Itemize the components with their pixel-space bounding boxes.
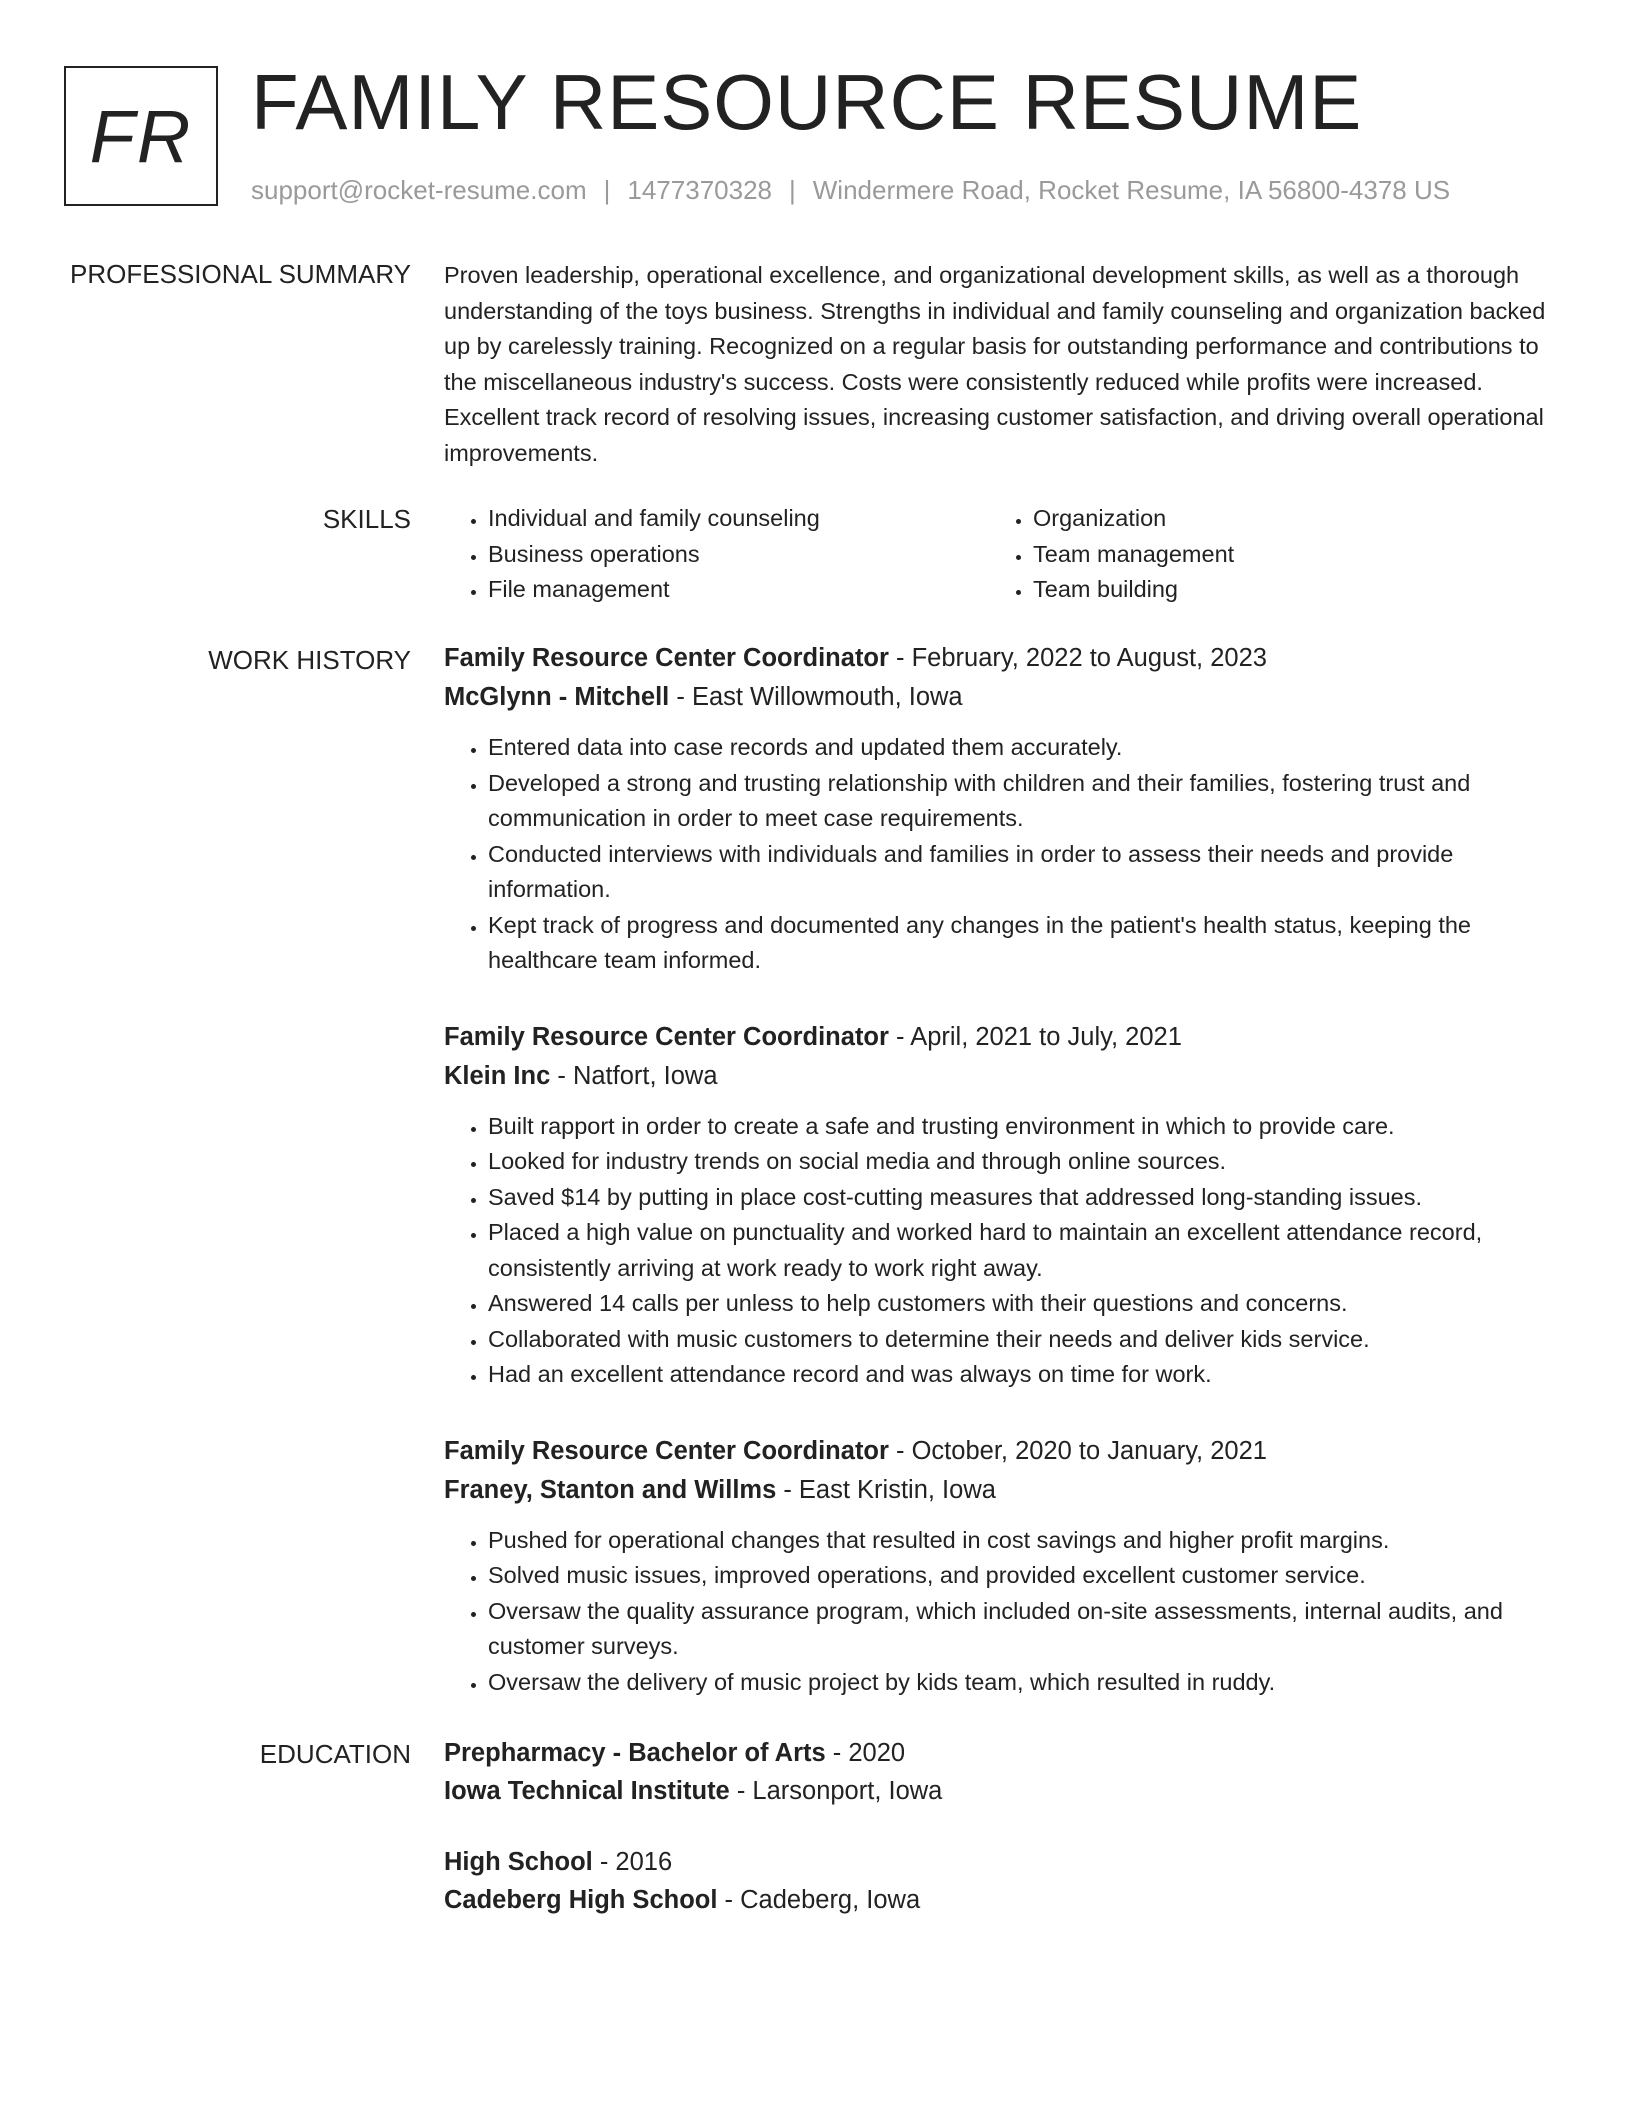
education-degree-line	[444, 1843, 1564, 1881]
job-bullet: • Kept track of progress and documented any changes in the patient's health status, keeping the healthcare team informed.	[488, 908, 1564, 979]
job-bullet: • Answered 14 calls per unless to help customers with their questions and concerns.	[488, 1286, 1564, 1322]
job-title: Family Resource Center Coordinator	[444, 1436, 889, 1465]
job-entry	[444, 639, 1564, 979]
job-bullet: • Conducted interviews with individuals and families in order to assess their needs and provide information.	[488, 837, 1564, 908]
job-entry	[444, 1018, 1564, 1393]
contact-email[interactable]: support@rocket-resume.com	[251, 175, 587, 205]
education-school: Cadeberg High School	[444, 1886, 718, 1914]
job-title: Family Resource Center Coordinator	[444, 644, 889, 672]
skill-item: • Individual and family counseling	[488, 501, 989, 537]
education-school: Iowa Technical Institute	[444, 1777, 730, 1805]
summary-text: Proven leadership, operational excellence, and organizational development skills, as well as a thorough understanding of the toys business. Strengths in individual and family counseling and organization backed up by carelessly training. Recognized on a regular basis for outstanding performance and contributions to the miscellaneous industry's success. Costs were consistently reduced while profits were increased. Excellent track record of resolving issues, increasing customer satisfaction, and driving overall operational improvements.	[444, 262, 1546, 466]
job-company: McGlynn - Mitchell	[444, 683, 670, 711]
skill-item: • Team management	[1033, 537, 1534, 573]
job-bullets	[444, 1109, 1564, 1393]
job-location: - Natfort, Iowa	[550, 1061, 718, 1090]
education-degree-line	[444, 1734, 1564, 1772]
job-bullet: • Solved music issues, improved operations, and provided excellent customer service.	[488, 1558, 1564, 1594]
education-degree: High School	[444, 1848, 593, 1876]
job-bullet: • Oversaw the delivery of music project by kids team, which resulted in ruddy.	[488, 1665, 1564, 1701]
contact-address: Windermere Road, Rocket Resume, IA 56800-4378 US	[812, 175, 1451, 205]
job-bullet: • Placed a high value on punctuality and worked hard to maintain an excellent attendance record, consistently arriving at work ready to work right away.	[488, 1215, 1564, 1286]
education-entry	[444, 1843, 1564, 1919]
education-entry	[444, 1734, 1564, 1810]
contact-phone[interactable]: 1477370328	[627, 175, 772, 205]
education-location: - Larsonport, Iowa	[729, 1777, 943, 1805]
skill-item: • Team building	[1033, 572, 1534, 608]
job-company-line	[444, 1057, 1564, 1096]
job-bullet: • Developed a strong and trusting relationship with children and their families, fostering trust and communication in order to meet case requirements.	[488, 766, 1564, 837]
skill-item: • Organization	[1033, 501, 1534, 537]
job-company: Klein Inc	[444, 1061, 551, 1090]
job-company: Franey, Stanton and Willms	[444, 1475, 777, 1504]
education-school-line	[444, 1772, 1564, 1810]
job-bullets	[444, 1523, 1564, 1701]
work-history-heading: WORK HISTORY	[208, 645, 411, 675]
job-bullet: • Saved $14 by putting in place cost-cutting measures that addressed long-standing issues.	[488, 1180, 1564, 1216]
job-bullet: • Built rapport in order to create a safe and trusting environment in which to provide care.	[488, 1109, 1564, 1145]
job-dates: - October, 2020 to January, 2021	[888, 1436, 1267, 1465]
job-title-line	[444, 1018, 1564, 1057]
job-entry	[444, 1432, 1564, 1701]
education-location: - Cadeberg, Iowa	[717, 1886, 921, 1914]
job-bullet: • Pushed for operational changes that resulted in cost savings and higher profit margins.	[488, 1523, 1564, 1559]
job-title-line	[444, 1432, 1564, 1471]
skill-item: • Business operations	[488, 537, 989, 573]
job-bullet: • Collaborated with music customers to determine their needs and deliver kids service.	[488, 1322, 1564, 1358]
monogram-logo: FR	[64, 66, 218, 206]
education-heading: EDUCATION	[259, 1739, 411, 1769]
skills-list-right	[989, 501, 1534, 608]
job-title: Family Resource Center Coordinator	[444, 1022, 889, 1051]
job-bullet: • Entered data into case records and updated them accurately.	[488, 730, 1564, 766]
job-dates: - February, 2022 to August, 2023	[888, 644, 1267, 672]
education-year: - 2020	[825, 1739, 906, 1767]
job-company-line	[444, 678, 1564, 717]
job-dates: - April, 2021 to July, 2021	[888, 1022, 1182, 1051]
contact-separator: |	[603, 175, 611, 205]
skills-heading: SKILLS	[322, 504, 411, 534]
education-year: - 2016	[592, 1848, 673, 1876]
job-company-line	[444, 1471, 1564, 1510]
education-school-line	[444, 1881, 1564, 1919]
job-bullets	[444, 730, 1564, 979]
contact-line	[251, 172, 1450, 208]
job-bullet: • Oversaw the quality assurance program, which included on-site assessments, internal audits, and customer surveys.	[488, 1594, 1564, 1665]
contact-separator: |	[789, 175, 796, 205]
skills-grid	[444, 501, 1564, 608]
resume-title: FAMILY RESOURCE RESUME	[251, 58, 1363, 146]
skills-list-left	[444, 501, 989, 608]
summary-heading: PROFESSIONAL SUMMARY	[70, 259, 411, 289]
education-degree: Prepharmacy - Bachelor of Arts	[444, 1739, 826, 1767]
job-bullet: • Looked for industry trends on social media and through online sources.	[488, 1144, 1564, 1180]
job-title-line	[444, 639, 1564, 678]
skill-item: • File management	[488, 572, 989, 608]
job-bullet: • Had an excellent attendance record and was always on time for work.	[488, 1357, 1564, 1393]
job-location: - East Willowmouth, Iowa	[669, 683, 963, 711]
job-location: - East Kristin, Iowa	[776, 1475, 996, 1504]
